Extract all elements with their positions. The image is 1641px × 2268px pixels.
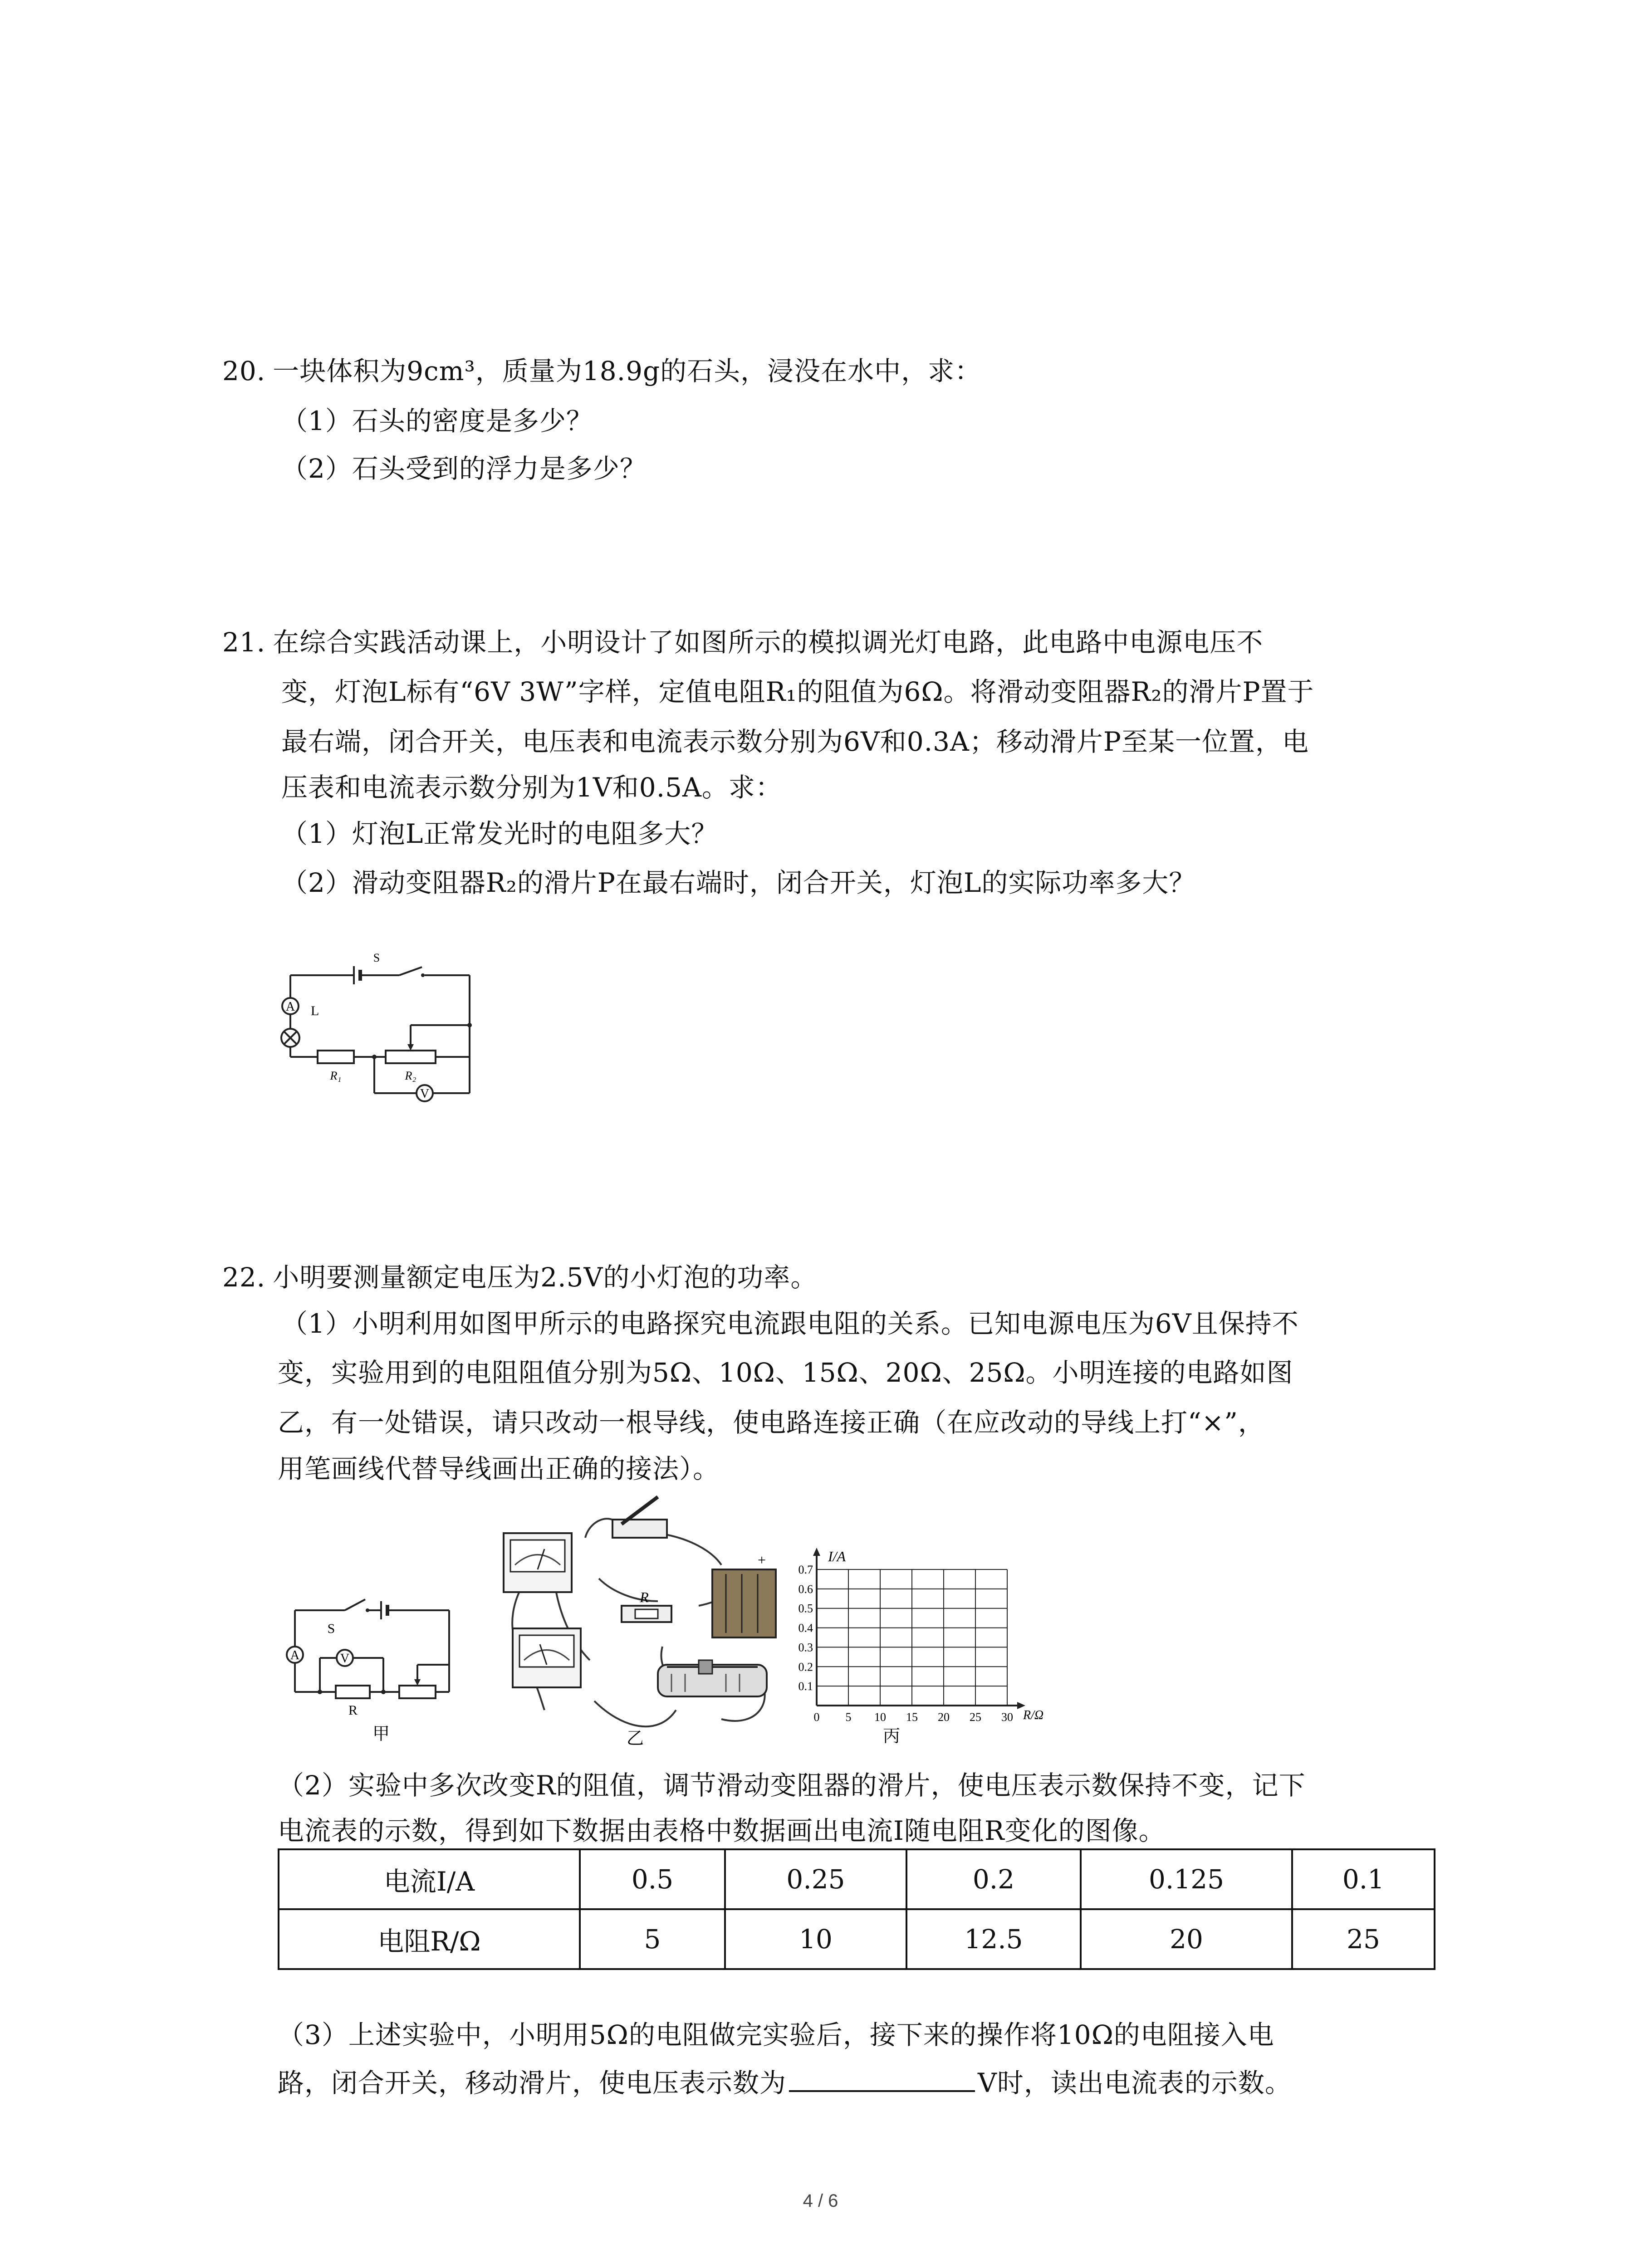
q22-stem — [222, 1260, 817, 1295]
fig-jia-circuit — [268, 1579, 467, 1746]
bing-xlabel: R/Ω — [1023, 1708, 1044, 1722]
yi-ammeter-icon — [504, 1533, 572, 1592]
q21-ammeter-label: A — [285, 1000, 295, 1014]
answer-blank[interactable] — [789, 2064, 975, 2092]
q20-sub1: （1）石头的密度是多少？ — [281, 406, 593, 436]
q22-p2-line1: （2）实验中多次改变R的阻值，调节滑动变阻器的滑片，使电压表示数保持不变，记下 — [278, 1770, 1306, 1801]
table-row-current — [279, 1849, 1435, 1909]
fig-jia-caption: 甲 — [372, 1725, 390, 1744]
q20-stem — [222, 354, 981, 388]
x-tick-label: 5 — [845, 1711, 852, 1724]
x-tick-label: 30 — [1001, 1711, 1013, 1724]
q21-line1 — [222, 625, 1263, 660]
q22-p1-line4: 用笔画线代替导线画出正确的接法）。 — [278, 1453, 720, 1484]
y-axis-arrow — [813, 1548, 820, 1556]
y-tick-label: 0.5 — [798, 1602, 813, 1615]
q22-number: 22. — [222, 1262, 266, 1293]
table-cell: 25 — [1292, 1909, 1435, 1969]
table-row-resistance — [279, 1909, 1435, 1969]
table-cell: 5 — [580, 1909, 725, 1969]
q22-p3-line2 — [278, 2064, 1292, 2100]
q21-r2-label: R₂ — [405, 1069, 416, 1082]
q21-voltmeter-label: V — [420, 1087, 430, 1101]
q21-sub2: （2）滑动变阻器R₂的滑片P在最右端时，闭合开关，灯泡L的实际功率多大？ — [281, 867, 1196, 898]
q22-p3-line2-a: 路，闭合开关，移动滑片，使电压表示数为 — [278, 2068, 787, 2098]
q22-p1-line1: （1）小明利用如图甲所示的电路探究电流跟电阻的关系。已知电源电压为6V且保持不 — [281, 1308, 1299, 1339]
y-tick-label: 0.6 — [798, 1582, 813, 1596]
yi-battery-icon — [712, 1569, 776, 1637]
table-header-current: 电流I/A — [279, 1849, 580, 1909]
q22-p1-line3: 乙，有一处错误，请只改动一根导线，使电路连接正确（在应改动的导线上打“×”， — [278, 1407, 1265, 1438]
jia-ammeter-label: A — [290, 1648, 300, 1662]
q22-p2-line2: 电流表的示数，得到如下数据由表格中数据画出电流I随电阻R变化的图像。 — [278, 1815, 1166, 1846]
y-tick-label: 0.2 — [798, 1660, 813, 1674]
table-cell: 0.1 — [1292, 1849, 1435, 1909]
table-cell: 0.25 — [725, 1849, 906, 1909]
jia-switch-label: S — [327, 1621, 335, 1636]
fig-yi-apparatus — [485, 1483, 803, 1746]
fig-bing-caption: 丙 — [882, 1727, 901, 1746]
q22-p3-line1: （3）上述实验中，小明用5Ω的电阻做完实验后，接下来的操作将10Ω的电阻接入电 — [278, 2019, 1274, 2050]
table-cell: 10 — [725, 1909, 906, 1969]
fig-yi-caption: 乙 — [626, 1729, 644, 1746]
jia-resistor-label: R — [348, 1703, 358, 1718]
y-tick-label: 0.3 — [798, 1641, 813, 1654]
q20-sub2: （2）石头受到的浮力是多少？ — [281, 453, 647, 484]
x-tick-label: 10 — [874, 1711, 886, 1724]
q21-lamp-label: L — [311, 1003, 319, 1018]
x-tick-label: 25 — [970, 1711, 981, 1724]
q22-p1-line2: 变，实验用到的电阻阻值分别为5Ω、10Ω、15Ω、20Ω、25Ω。小明连接的电路如图 — [278, 1357, 1293, 1388]
q20-number: 20. — [222, 356, 266, 386]
yi-rheostat-icon — [658, 1660, 767, 1696]
table-cell: 20 — [1081, 1909, 1292, 1969]
q21-line4: 压表和电流表示数分别为1V和0.5A。求： — [281, 772, 782, 803]
yi-resistor-icon — [622, 1606, 671, 1622]
q21-line1-text: 在综合实践活动课上，小明设计了如图所示的模拟调光灯电路，此电路中电源电压不 — [273, 627, 1264, 658]
q20-stem-text: 一块体积为9cm³，质量为18.9g的石头，浸没在水中，求： — [273, 356, 982, 386]
table-cell: 0.2 — [906, 1849, 1081, 1909]
page-number: 4 / 6 — [803, 2191, 838, 2211]
table-header-resistance: 电阻R/Ω — [279, 1909, 580, 1969]
q21-line2: 变，灯泡L标有“6V 3W”字样，定值电阻R₁的阻值为6Ω。将滑动变阻器R₂的滑片P置于 — [281, 676, 1314, 707]
yi-resistor-label: R — [640, 1589, 649, 1605]
bing-ylabel: I/A — [828, 1548, 846, 1564]
y-tick-label: 0.1 — [798, 1680, 813, 1693]
yi-plus-label: + — [758, 1552, 766, 1568]
jia-voltmeter-label: V — [340, 1652, 350, 1666]
q21-switch-label: S — [373, 951, 380, 964]
q21-circuit-diagram — [263, 948, 499, 1102]
q22-p3-line2-b: V时，读出电流表的示数。 — [978, 2068, 1292, 2098]
x-tick-label: 0 — [813, 1711, 820, 1724]
q21-r1-label: R₁ — [330, 1069, 342, 1082]
data-table — [278, 1848, 1435, 1970]
table-cell: 12.5 — [906, 1909, 1081, 1969]
y-tick-label: 0.7 — [798, 1563, 813, 1576]
x-tick-label: 15 — [906, 1711, 918, 1724]
yi-voltmeter-icon — [513, 1628, 581, 1687]
q21-line3: 最右端，闭合开关，电压表和电流表示数分别为6V和0.3A；移动滑片P至某一位置，电 — [281, 726, 1309, 757]
q21-sub1: （1）灯泡L正常发光时的电阻多大？ — [281, 818, 718, 849]
x-tick-label: 20 — [938, 1711, 950, 1724]
yi-switch-icon — [612, 1497, 667, 1538]
fig-bing-graph — [785, 1542, 1066, 1749]
table-cell: 0.125 — [1081, 1849, 1292, 1909]
y-tick-label: 0.4 — [798, 1621, 813, 1635]
q22-stem-text: 小明要测量额定电压为2.5V的小灯泡的功率。 — [273, 1262, 818, 1293]
table-cell: 0.5 — [580, 1849, 725, 1909]
q21-number: 21. — [222, 627, 266, 658]
